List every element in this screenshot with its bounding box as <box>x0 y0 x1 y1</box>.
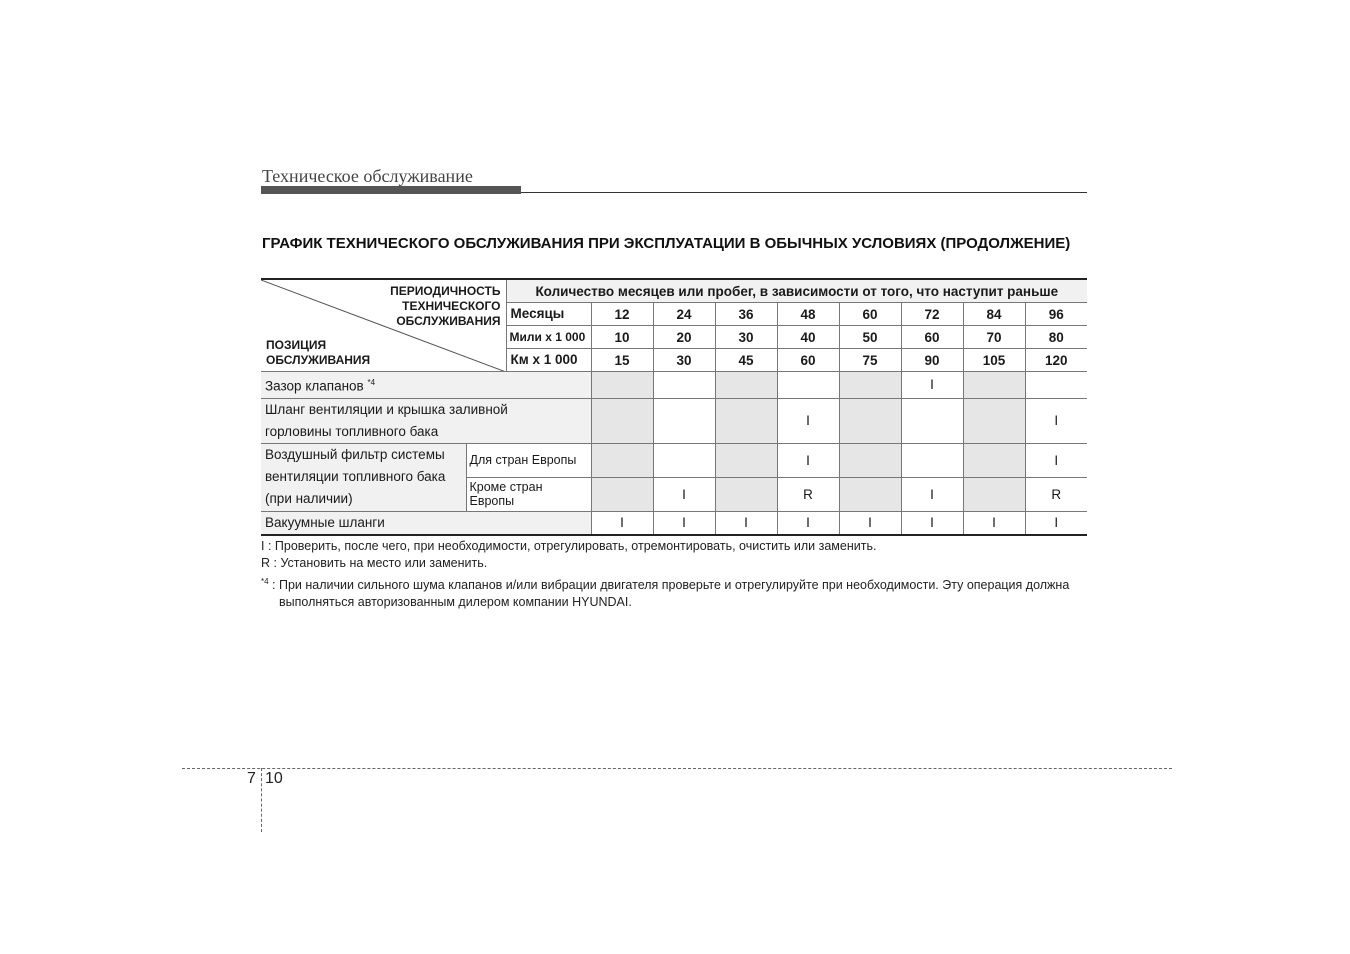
schedule-cell: I <box>591 511 653 535</box>
schedule-cell: I <box>1025 398 1087 443</box>
schedule-cell <box>963 398 1025 443</box>
page-title: ГРАФИК ТЕХНИЧЕСКОГО ОБСЛУЖИВАНИЯ ПРИ ЭКСПЛУАТАЦИИ В ОБЫЧНЫХ УСЛОВИЯХ (ПРОДОЛЖЕНИЕ) <box>262 235 1071 252</box>
km-cell: 120 <box>1025 349 1087 372</box>
schedule-cell <box>653 372 715 399</box>
km-label: Км x 1 000 <box>506 349 591 372</box>
km-cell: 105 <box>963 349 1025 372</box>
km-cell: 30 <box>653 349 715 372</box>
km-cell: 90 <box>901 349 963 372</box>
schedule-cell: I <box>777 443 839 477</box>
schedule-cell: R <box>1025 477 1087 511</box>
schedule-cell <box>901 398 963 443</box>
sub-label-non-europe: Кроме стран Европы <box>466 477 591 511</box>
row-label-valve-clearance: Зазор клапанов $^{*4}$ <box>261 372 591 399</box>
sub-label-europe: Для стран Европы <box>466 443 591 477</box>
schedule-cell <box>591 443 653 477</box>
months-cell: 84 <box>963 303 1025 326</box>
schedule-cell: I <box>715 511 777 535</box>
km-cell: 60 <box>777 349 839 372</box>
legend-notes <box>261 538 1091 611</box>
schedule-cell <box>839 398 901 443</box>
schedule-cell <box>839 443 901 477</box>
schedule-cell: I <box>901 477 963 511</box>
footer-vertical-divider <box>261 768 262 832</box>
miles-label: Мили x 1 000 <box>506 326 591 349</box>
schedule-cell: I <box>1025 443 1087 477</box>
row-label-vacuum-hoses: Вакуумные шланги <box>261 511 591 535</box>
schedule-cell <box>591 398 653 443</box>
maintenance-schedule-table <box>261 278 1087 536</box>
months-cell: 96 <box>1025 303 1087 326</box>
schedule-cell: I <box>839 511 901 535</box>
schedule-cell <box>715 477 777 511</box>
miles-cell: 40 <box>777 326 839 349</box>
corner-position-label: ПОЗИЦИЯ ОБСЛУЖИВАНИЯ <box>266 338 371 367</box>
months-cell: 36 <box>715 303 777 326</box>
miles-cell: 10 <box>591 326 653 349</box>
miles-cell: 60 <box>901 326 963 349</box>
months-label: Месяцы <box>506 303 591 326</box>
schedule-cell: I <box>777 398 839 443</box>
row-label-vent-hose: Шланг вентиляции и крышка заливной горловины топливного бака <box>261 398 591 443</box>
schedule-cell <box>963 372 1025 399</box>
note-replace: R : Установить на место или заменить. <box>261 556 488 570</box>
schedule-cell <box>715 372 777 399</box>
miles-cell: 30 <box>715 326 777 349</box>
miles-cell: 20 <box>653 326 715 349</box>
schedule-cell: I <box>653 511 715 535</box>
months-cell: 72 <box>901 303 963 326</box>
schedule-cell <box>839 477 901 511</box>
schedule-cell <box>963 443 1025 477</box>
schedule-cell <box>777 372 839 399</box>
schedule-cell: R <box>777 477 839 511</box>
page-number: 10 <box>265 770 283 787</box>
schedule-cell <box>715 443 777 477</box>
months-cell: 24 <box>653 303 715 326</box>
km-cell: 15 <box>591 349 653 372</box>
miles-cell: 50 <box>839 326 901 349</box>
schedule-cell <box>591 372 653 399</box>
schedule-cell: I <box>653 477 715 511</box>
schedule-cell <box>653 443 715 477</box>
chapter-number: 7 <box>247 770 256 787</box>
schedule-cell: I <box>901 511 963 535</box>
schedule-cell <box>839 372 901 399</box>
footer-divider <box>182 768 1172 769</box>
header-rule <box>521 192 1087 193</box>
note-valve: $^{*4}$ : При наличии сильного шума клапанов и/или вибрации двигателя проверьте и отрегулируйте при необходимости. Эту операция должна выполняться авторизованным дилером компании HYUNDAI. <box>261 577 1070 610</box>
schedule-cell <box>715 398 777 443</box>
section-header-title: Техническое обслуживание <box>262 166 473 186</box>
row-label-air-filter: Воздушный фильтр системы вентиляции топливного бака (при наличии) <box>261 443 466 511</box>
schedule-cell <box>591 477 653 511</box>
miles-cell: 80 <box>1025 326 1087 349</box>
km-cell: 75 <box>839 349 901 372</box>
note-inspect: I : Проверить, после чего, при необходимости, отрегулировать, отремонтировать, очистить или заменить. <box>261 539 877 553</box>
table-corner-header <box>261 279 506 372</box>
interval-header: Количество месяцев или пробег, в зависимости от того, что наступит раньше <box>506 279 1087 303</box>
schedule-cell: I <box>1025 511 1087 535</box>
schedule-cell <box>653 398 715 443</box>
months-cell: 12 <box>591 303 653 326</box>
header-bar <box>261 186 521 194</box>
schedule-cell <box>963 477 1025 511</box>
miles-cell: 70 <box>963 326 1025 349</box>
schedule-cell <box>1025 372 1087 399</box>
corner-periodicity-label: ПЕРИОДИЧНОСТЬ ТЕХНИЧЕСКОГО ОБСЛУЖИВАНИЯ <box>390 284 501 328</box>
km-cell: 45 <box>715 349 777 372</box>
schedule-cell: I <box>901 372 963 399</box>
schedule-cell: I <box>777 511 839 535</box>
schedule-cell <box>901 443 963 477</box>
months-cell: 48 <box>777 303 839 326</box>
schedule-cell: I <box>963 511 1025 535</box>
months-cell: 60 <box>839 303 901 326</box>
